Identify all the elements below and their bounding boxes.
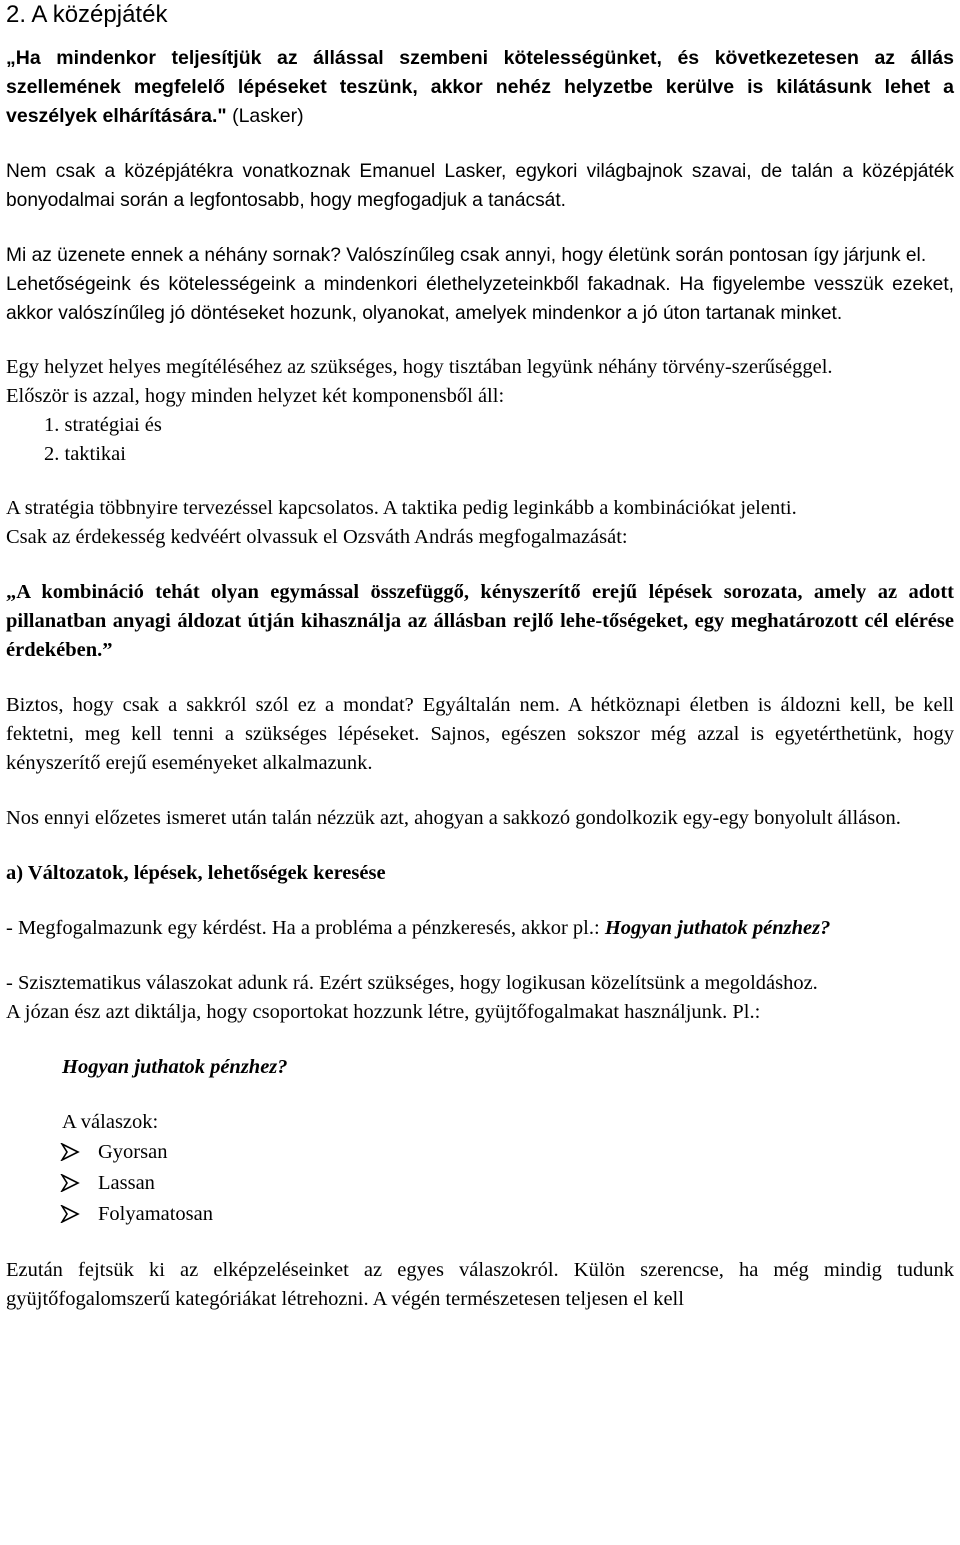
answers-label: A válaszok: [62,1111,159,1133]
paragraph-systematic: - Szisztematikus válaszokat adunk rá. Ezért szükséges, hogy logikusan közelítsünk a megoldáshoz. [6,972,818,994]
paragraph-now: Nos ennyi előzetes ismeret után talán nézzük azt, ahogyan a sakkozó gondolkozik egy-egy bonyolult álláson. [6,807,901,829]
paragraph-question [6,914,954,943]
answer-item [98,1137,954,1168]
paragraph-curiosity: Csak az érdekesség kedvéért olvassuk el Ozsváth András megfogalmazását: [6,526,628,548]
lasker-quote [6,44,954,131]
arrowhead-bullet-icon [60,1143,80,1161]
lasker-quote-text: „Ha mindenkor teljesítjük az állással szembeni kötelességünket, és következetesen az állás szellemének megfelelő lépéseket teszünk, akkor nehéz helyzetbe kerülve is kilátásunk lehet a veszélyek elhárítására." [6,47,954,127]
paragraph-possibilities: Lehetőségeink és kötelességeink a mindenkori élethelyzeteinkből fakadnak. Ha figyelembe vesszük ezeket, akkor valószínűleg jó döntéseket hozunk, olyanokat, amelyek mindenkor a jó úton tartanak minket. [6,274,954,324]
answer-label: Folyamatosan [98,1203,214,1225]
question-emphasis: Hogyan juthatok pénzhez? [604,917,831,939]
example-question: Hogyan juthatok pénzhez? [62,1056,288,1078]
paragraph-lasker: Nem csak a középjátékra vonatkoznak Emanuel Lasker, egykori világbajnok szavai, de talán a középjáték bonyodalmai során a legfontosabb, hogy megfogadjuk a tanácsát. [6,161,954,211]
section-heading-a: a) Változatok, lépések, lehetőségek keresése [6,862,386,884]
lasker-quote-author: (Lasker) [226,105,304,127]
arrowhead-bullet-icon [60,1174,80,1192]
combination-quote: „A kombináció tehát olyan egymással összefüggő, kényszerítő erejű lépések sorozata, amely az adott pillanatban anyagi áldozat útján kihasználja az állásban rejlő lehe-tőségeket, egy meghatározott cél elérése érdekében.” [6,581,954,661]
paragraph-strategy: A stratégia többnyire tervezéssel kapcsolatos. A taktika pedig leginkább a kombinációkat jelenti. [6,497,797,519]
paragraph-after: Ezután fejtsük ki az elképzeléseinket az egyes válaszokról. Külön szerencse, ha még mindig tudunk gyüjtőfogalomszerű kategóriákat létrehozni. A végén természetesen teljesen el kell [6,1259,954,1310]
component-item: 2. taktikai [44,443,126,465]
chapter-heading: 2. A középjáték [6,1,168,28]
component-item: 1. stratégiai és [44,414,162,436]
arrowhead-bullet-icon [60,1205,80,1223]
answers-list [6,1137,954,1230]
answer-item [98,1199,954,1230]
answer-label: Lassan [98,1172,155,1194]
paragraph-message: Mi az üzenete ennek a néhány sornak? Valószínűleg csak annyi, hogy életünk során pontosan így járjunk el. [6,245,927,266]
answer-label: Gyorsan [98,1141,168,1163]
paragraph-sober: A józan ész azt diktálja, hogy csoportokat hozzunk létre, gyüjtőfogalmakat használjunk. Pl.: [6,1001,761,1023]
components-list [6,411,954,469]
paragraph-first: Először is azzal, hogy minden helyzet két komponensből áll: [6,385,505,407]
paragraph-chess: Biztos, hogy csak a sakkról szól ez a mondat? Egyáltalán nem. A hétköznapi életben is áldozni kell, be kell fektetni, meg kell tenni a szükséges lépéseket. Sajnos, egészen sokszor még azzal is egyetérthetünk, hogy kényszerítő erejű eseményeket alkalmazunk. [6,694,954,774]
question-lead: - Megfogalmazunk egy kérdést. Ha a probléma a pénzkeresés, akkor pl.: [6,917,605,939]
paragraph-situation: Egy helyzet helyes megítéléséhez az szükséges, hogy tisztában legyünk néhány törvény-szerűséggel. [6,356,833,378]
answer-item [98,1168,954,1199]
